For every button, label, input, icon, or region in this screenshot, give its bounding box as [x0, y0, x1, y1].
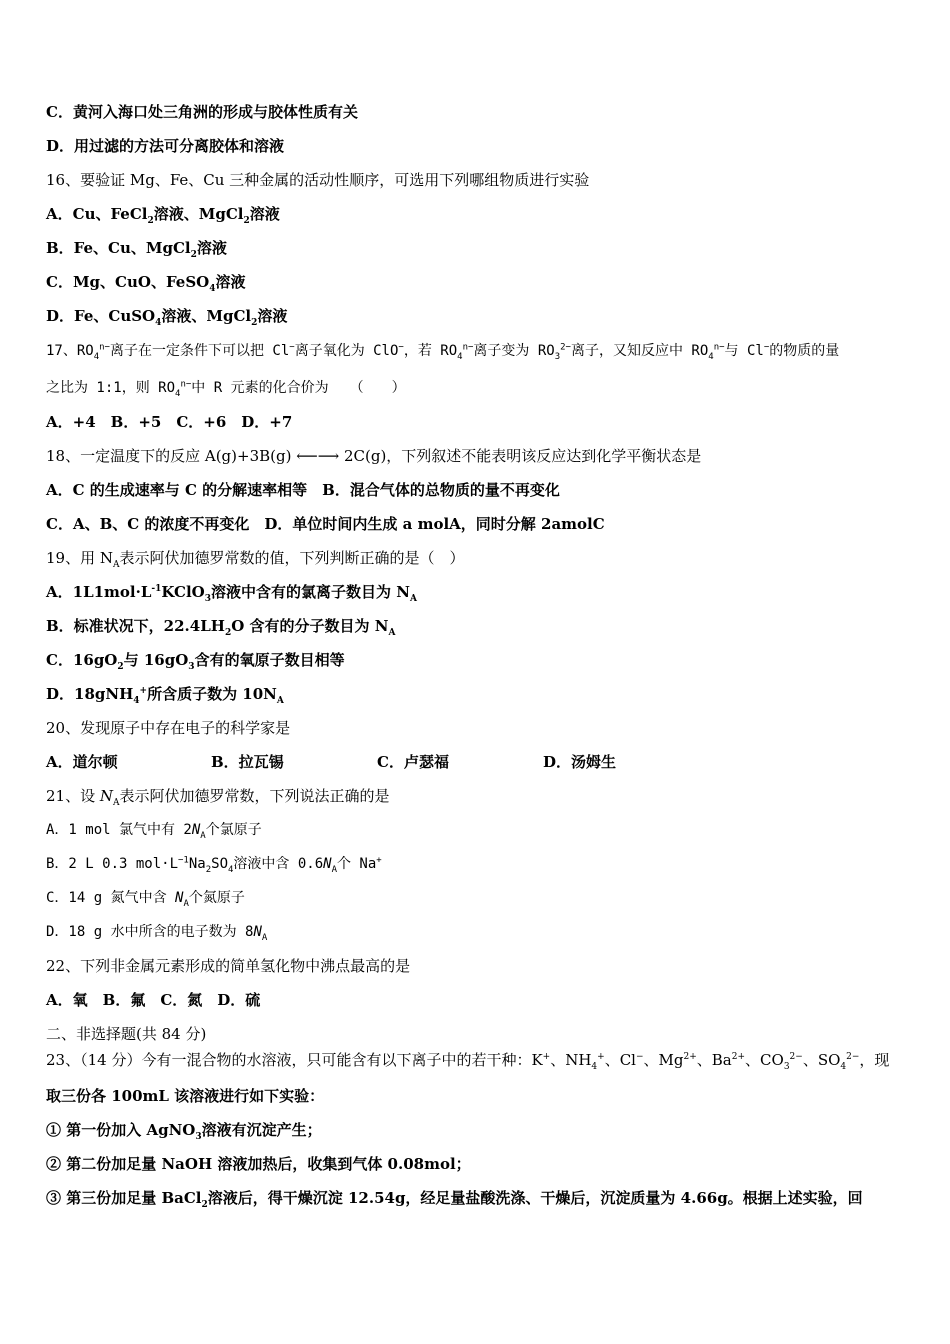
q19-option-a: A．$1L1mol\cdot L^{-1}KClO_3$溶液中含有的氯离子数目为 $N_A$ [46, 583, 417, 604]
q15-option-d: D．用过滤的方法可分离胶体和溶液 [46, 137, 285, 155]
q21-option-d: D．18 g 水中所含的电子数为 $8N_A$ [46, 924, 268, 943]
q22-stem: 22、下列非金属元素形成的简单氢化物中沸点最高的是 [46, 957, 411, 975]
q21-stem: 21、设 $N_A$表示阿伏加德罗常数，下列说法正确的是 [46, 787, 390, 808]
q18-options-ab: A．C 的生成速率与 C 的分解速率相等 B．混合气体的总物质的量不再变化 [46, 481, 560, 499]
q15-option-c: C．黄河入海口处三角洲的形成与胶体性质有关 [46, 103, 358, 121]
q17-stem-line1: 17、$RO_4^{n-}$离子在一定条件下可以把 Cl−离子氧化为 ClO−，若 $RO_4^{n-}$离子变为 $RO_3^{2-}$离子，又知反应中 $RO_4^{n-}$与 Cl−的物质的量 [46, 342, 840, 362]
q20-options [46, 752, 904, 772]
q20-option-b: B．拉瓦锡 [211, 753, 284, 771]
q19-option-b: B．标准状况下，$22.4LH_2O$ 含有的分子数目为 $N_A$ [46, 617, 396, 638]
q20-option-c: C．卢瑟福 [377, 753, 449, 771]
q18-options-cd: C．A、B、C 的浓度不再变化 D．单位时间内生成 a molA，同时分解 2amolC [46, 515, 605, 533]
q23-experiment-1: ① 第一份加入 AgNO$_3$溶液有沉淀产生； [46, 1121, 322, 1142]
section-2-heading: 二、非选择题(共 84 分) [46, 1025, 207, 1043]
q16-option-a: A．Cu、FeCl$_2$溶液、MgCl$_2$溶液 [46, 205, 280, 226]
q21-option-a: A．1 mol 氯气中有 $2N_A$个氯原子 [46, 822, 262, 841]
q20-option-d: D．汤姆生 [543, 753, 617, 771]
q20-option-a: A．道尔顿 [46, 753, 118, 771]
q16-stem: 16、要验证 Mg、Fe、Cu 三种金属的活动性顺序，可选用下列哪组物质进行实验 [46, 171, 590, 189]
q19-option-c: C．$16gO_2$与 $16gO_3$含有的氧原子数目相等 [46, 651, 345, 672]
q17-options: A．+4 B．+5 C．+6 D．+7 [46, 413, 293, 431]
q22-options: A．氧 B．氟 C．氮 D．硫 [46, 991, 261, 1009]
q16-option-d: D．Fe、CuSO$_4$溶液、MgCl$_2$溶液 [46, 307, 288, 328]
q19-option-d: D．18gNH$_4$+所含质子数为 $10N_A$ [46, 685, 284, 706]
q16-option-b: B．Fe、Cu、MgCl$_2$溶液 [46, 239, 227, 260]
q23-stem-line2: 取三份各 100mL 该溶液进行如下实验： [46, 1087, 325, 1105]
q23-experiment-3: ③ 第三份加足量 BaCl$_2$溶液后，得干燥沉淀 12.54g，经足量盐酸洗涤、干燥后，沉淀质量为 4.66g。根据上述实验，回 [46, 1189, 863, 1210]
q23-experiment-2: ② 第二份加足量 NaOH 溶液加热后，收集到气体 0.08mol； [46, 1155, 471, 1173]
q19-stem: 19、用 $N_A$表示阿伏加德罗常数的值，下列判断正确的是（ ） [46, 549, 465, 570]
q23-stem-line1: 23、（14 分）今有一混合物的水溶液，只可能含有以下离子中的若干种：K+、$NH_4^+$、Cl−、$Mg^{2+}$、$Ba^{2+}$、$CO_3^{2-}$、$SO_4^{2-}$，现 [46, 1051, 890, 1072]
q21-option-c: C．14 g 氮气中含 $N_A$个氮原子 [46, 890, 245, 909]
q20-stem: 20、发现原子中存在电子的科学家是 [46, 719, 291, 737]
q17-stem-line2: 之比为 1:1，则 $RO_4^{n-}$中 R 元素的化合价为 （ ） [46, 379, 406, 399]
q16-option-c: C．Mg、CuO、FeSO$_4$溶液 [46, 273, 246, 294]
q18-stem: 18、一定温度下的反应 A(g)+3B(g) ⟵⟶ 2C(g)，下列叙述不能表明该反应达到化学平衡状态是 [46, 447, 702, 465]
q21-option-b: B．2 L 0.3 $mol\cdot L^{-1}Na_2SO_4$溶液中含 $0.6N_A$个 Na+ [46, 855, 382, 875]
